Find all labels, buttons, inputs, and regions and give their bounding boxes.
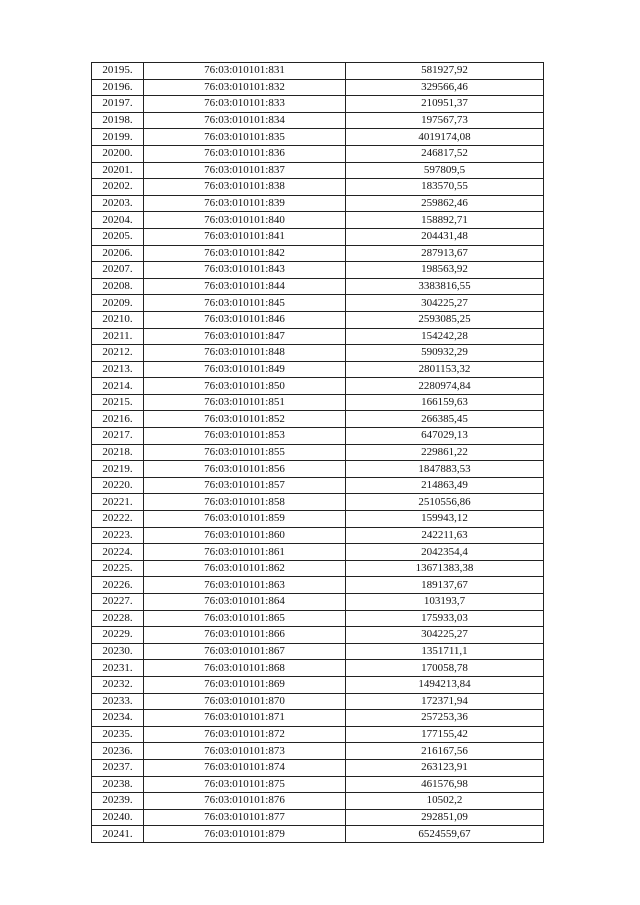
cadastral-value-cell: 198563,92: [346, 262, 544, 279]
row-number-cell: 20200.: [92, 145, 144, 162]
cadastral-value-cell: 590932,29: [346, 345, 544, 362]
cadastral-value-table: [91, 62, 544, 843]
table-row: [92, 726, 544, 743]
cadastral-value-cell: 177155,42: [346, 726, 544, 743]
table-row: [92, 129, 544, 146]
cadastral-number-cell: 76:03:010101:850: [144, 378, 346, 395]
cadastral-number-cell: 76:03:010101:838: [144, 179, 346, 196]
row-number-cell: 20227.: [92, 594, 144, 611]
cadastral-number-cell: 76:03:010101:833: [144, 96, 346, 113]
cadastral-number-cell: 76:03:010101:860: [144, 527, 346, 544]
table-row: [92, 560, 544, 577]
cadastral-value-cell: 1351711,1: [346, 643, 544, 660]
cadastral-number-cell: 76:03:010101:864: [144, 594, 346, 611]
row-number-cell: 20219.: [92, 461, 144, 478]
row-number-cell: 20233.: [92, 693, 144, 710]
cadastral-value-cell: 263123,91: [346, 759, 544, 776]
table-row: [92, 228, 544, 245]
row-number-cell: 20241.: [92, 826, 144, 843]
row-number-cell: 20195.: [92, 63, 144, 80]
cadastral-value-cell: 292851,09: [346, 809, 544, 826]
cadastral-number-cell: 76:03:010101:840: [144, 212, 346, 229]
cadastral-value-cell: 287913,67: [346, 245, 544, 262]
row-number-cell: 20207.: [92, 262, 144, 279]
table-row: [92, 195, 544, 212]
row-number-cell: 20212.: [92, 345, 144, 362]
cadastral-value-cell: 304225,27: [346, 295, 544, 312]
cadastral-value-cell: 647029,13: [346, 428, 544, 445]
table-row: [92, 411, 544, 428]
cadastral-number-cell: 76:03:010101:839: [144, 195, 346, 212]
cadastral-value-cell: 170058,78: [346, 660, 544, 677]
table-row: [92, 179, 544, 196]
cadastral-value-cell: 259862,46: [346, 195, 544, 212]
cadastral-number-cell: 76:03:010101:844: [144, 278, 346, 295]
cadastral-number-cell: 76:03:010101:857: [144, 477, 346, 494]
cadastral-number-cell: 76:03:010101:873: [144, 743, 346, 760]
row-number-cell: 20220.: [92, 477, 144, 494]
table-row: [92, 610, 544, 627]
row-number-cell: 20206.: [92, 245, 144, 262]
cadastral-value-cell: 10502,2: [346, 793, 544, 810]
cadastral-number-cell: 76:03:010101:851: [144, 394, 346, 411]
cadastral-number-cell: 76:03:010101:865: [144, 610, 346, 627]
cadastral-number-cell: 76:03:010101:863: [144, 577, 346, 594]
row-number-cell: 20218.: [92, 444, 144, 461]
table-row: [92, 345, 544, 362]
table-row: [92, 477, 544, 494]
table-row: [92, 809, 544, 826]
table-row: [92, 693, 544, 710]
cadastral-number-cell: 76:03:010101:852: [144, 411, 346, 428]
table-row: [92, 826, 544, 843]
cadastral-number-cell: 76:03:010101:842: [144, 245, 346, 262]
cadastral-number-cell: 76:03:010101:853: [144, 428, 346, 445]
table-row: [92, 378, 544, 395]
cadastral-number-cell: 76:03:010101:862: [144, 560, 346, 577]
row-number-cell: 20198.: [92, 112, 144, 129]
cadastral-number-cell: 76:03:010101:876: [144, 793, 346, 810]
cadastral-value-cell: 2510556,86: [346, 494, 544, 511]
cadastral-number-cell: 76:03:010101:858: [144, 494, 346, 511]
table-body: [92, 63, 544, 843]
cadastral-value-cell: 329566,46: [346, 79, 544, 96]
table-row: [92, 494, 544, 511]
table-row: [92, 776, 544, 793]
cadastral-number-cell: 76:03:010101:861: [144, 544, 346, 561]
table-row: [92, 96, 544, 113]
cadastral-number-cell: 76:03:010101:832: [144, 79, 346, 96]
table-row: [92, 759, 544, 776]
table-row: [92, 328, 544, 345]
row-number-cell: 20213.: [92, 361, 144, 378]
cadastral-number-cell: 76:03:010101:836: [144, 145, 346, 162]
row-number-cell: 20231.: [92, 660, 144, 677]
cadastral-number-cell: 76:03:010101:846: [144, 311, 346, 328]
table-row: [92, 245, 544, 262]
row-number-cell: 20230.: [92, 643, 144, 660]
table-row: [92, 793, 544, 810]
table-row: [92, 394, 544, 411]
cadastral-value-cell: 461576,98: [346, 776, 544, 793]
cadastral-number-cell: 76:03:010101:859: [144, 511, 346, 528]
cadastral-number-cell: 76:03:010101:875: [144, 776, 346, 793]
row-number-cell: 20215.: [92, 394, 144, 411]
cadastral-value-cell: 304225,27: [346, 627, 544, 644]
cadastral-number-cell: 76:03:010101:869: [144, 676, 346, 693]
table-row: [92, 511, 544, 528]
cadastral-value-cell: 581927,92: [346, 63, 544, 80]
cadastral-value-cell: 2801153,32: [346, 361, 544, 378]
cadastral-number-cell: 76:03:010101:866: [144, 627, 346, 644]
row-number-cell: 20232.: [92, 676, 144, 693]
table-row: [92, 710, 544, 727]
table-row: [92, 145, 544, 162]
table-row: [92, 295, 544, 312]
cadastral-value-cell: 210951,37: [346, 96, 544, 113]
table-row: [92, 544, 544, 561]
cadastral-value-cell: 6524559,67: [346, 826, 544, 843]
table-row: [92, 577, 544, 594]
row-number-cell: 20240.: [92, 809, 144, 826]
table-row: [92, 428, 544, 445]
cadastral-number-cell: 76:03:010101:872: [144, 726, 346, 743]
row-number-cell: 20239.: [92, 793, 144, 810]
row-number-cell: 20235.: [92, 726, 144, 743]
cadastral-number-cell: 76:03:010101:845: [144, 295, 346, 312]
table-row: [92, 262, 544, 279]
row-number-cell: 20234.: [92, 710, 144, 727]
row-number-cell: 20225.: [92, 560, 144, 577]
row-number-cell: 20203.: [92, 195, 144, 212]
table-row: [92, 743, 544, 760]
table-row: [92, 461, 544, 478]
cadastral-value-cell: 2042354,4: [346, 544, 544, 561]
cadastral-number-cell: 76:03:010101:849: [144, 361, 346, 378]
cadastral-number-cell: 76:03:010101:871: [144, 710, 346, 727]
cadastral-number-cell: 76:03:010101:837: [144, 162, 346, 179]
row-number-cell: 20221.: [92, 494, 144, 511]
cadastral-number-cell: 76:03:010101:841: [144, 228, 346, 245]
cadastral-value-cell: 172371,94: [346, 693, 544, 710]
cadastral-value-cell: 216167,56: [346, 743, 544, 760]
row-number-cell: 20229.: [92, 627, 144, 644]
table-row: [92, 444, 544, 461]
cadastral-value-cell: 175933,03: [346, 610, 544, 627]
row-number-cell: 20223.: [92, 527, 144, 544]
cadastral-number-cell: 76:03:010101:867: [144, 643, 346, 660]
cadastral-value-cell: 242211,63: [346, 527, 544, 544]
cadastral-number-cell: 76:03:010101:879: [144, 826, 346, 843]
cadastral-number-cell: 76:03:010101:848: [144, 345, 346, 362]
table-row: [92, 212, 544, 229]
cadastral-number-cell: 76:03:010101:877: [144, 809, 346, 826]
row-number-cell: 20205.: [92, 228, 144, 245]
cadastral-value-cell: 266385,45: [346, 411, 544, 428]
row-number-cell: 20238.: [92, 776, 144, 793]
row-number-cell: 20204.: [92, 212, 144, 229]
row-number-cell: 20228.: [92, 610, 144, 627]
table-row: [92, 527, 544, 544]
row-number-cell: 20236.: [92, 743, 144, 760]
row-number-cell: 20208.: [92, 278, 144, 295]
cadastral-value-cell: 246817,52: [346, 145, 544, 162]
cadastral-value-cell: 159943,12: [346, 511, 544, 528]
cadastral-value-cell: 13671383,38: [346, 560, 544, 577]
table-row: [92, 660, 544, 677]
cadastral-number-cell: 76:03:010101:868: [144, 660, 346, 677]
cadastral-value-cell: 189137,67: [346, 577, 544, 594]
table-row: [92, 594, 544, 611]
table-row: [92, 311, 544, 328]
cadastral-value-cell: 2593085,25: [346, 311, 544, 328]
row-number-cell: 20199.: [92, 129, 144, 146]
table-row: [92, 112, 544, 129]
cadastral-number-cell: 76:03:010101:870: [144, 693, 346, 710]
cadastral-number-cell: 76:03:010101:847: [144, 328, 346, 345]
cadastral-number-cell: 76:03:010101:856: [144, 461, 346, 478]
row-number-cell: 20197.: [92, 96, 144, 113]
cadastral-value-cell: 158892,71: [346, 212, 544, 229]
row-number-cell: 20226.: [92, 577, 144, 594]
cadastral-value-cell: 154242,28: [346, 328, 544, 345]
cadastral-value-cell: 204431,48: [346, 228, 544, 245]
cadastral-value-cell: 1847883,53: [346, 461, 544, 478]
cadastral-value-cell: 166159,63: [346, 394, 544, 411]
row-number-cell: 20216.: [92, 411, 144, 428]
row-number-cell: 20224.: [92, 544, 144, 561]
table-row: [92, 63, 544, 80]
table-row: [92, 278, 544, 295]
row-number-cell: 20214.: [92, 378, 144, 395]
row-number-cell: 20211.: [92, 328, 144, 345]
cadastral-value-cell: 597809,5: [346, 162, 544, 179]
cadastral-value-cell: 197567,73: [346, 112, 544, 129]
cadastral-number-cell: 76:03:010101:843: [144, 262, 346, 279]
cadastral-value-cell: 4019174,08: [346, 129, 544, 146]
cadastral-number-cell: 76:03:010101:874: [144, 759, 346, 776]
cadastral-value-cell: 183570,55: [346, 179, 544, 196]
row-number-cell: 20202.: [92, 179, 144, 196]
table-row: [92, 79, 544, 96]
table-row: [92, 361, 544, 378]
cadastral-value-cell: 1494213,84: [346, 676, 544, 693]
cadastral-number-cell: 76:03:010101:831: [144, 63, 346, 80]
row-number-cell: 20217.: [92, 428, 144, 445]
table-row: [92, 627, 544, 644]
table-row: [92, 643, 544, 660]
row-number-cell: 20209.: [92, 295, 144, 312]
row-number-cell: 20222.: [92, 511, 144, 528]
cadastral-value-cell: 103193,7: [346, 594, 544, 611]
table-row: [92, 676, 544, 693]
row-number-cell: 20196.: [92, 79, 144, 96]
cadastral-value-cell: 229861,22: [346, 444, 544, 461]
row-number-cell: 20237.: [92, 759, 144, 776]
cadastral-number-cell: 76:03:010101:835: [144, 129, 346, 146]
cadastral-number-cell: 76:03:010101:834: [144, 112, 346, 129]
row-number-cell: 20210.: [92, 311, 144, 328]
cadastral-value-cell: 257253,36: [346, 710, 544, 727]
cadastral-value-cell: 214863,49: [346, 477, 544, 494]
cadastral-number-cell: 76:03:010101:855: [144, 444, 346, 461]
cadastral-value-cell: 3383816,55: [346, 278, 544, 295]
cadastral-value-cell: 2280974,84: [346, 378, 544, 395]
row-number-cell: 20201.: [92, 162, 144, 179]
table-row: [92, 162, 544, 179]
